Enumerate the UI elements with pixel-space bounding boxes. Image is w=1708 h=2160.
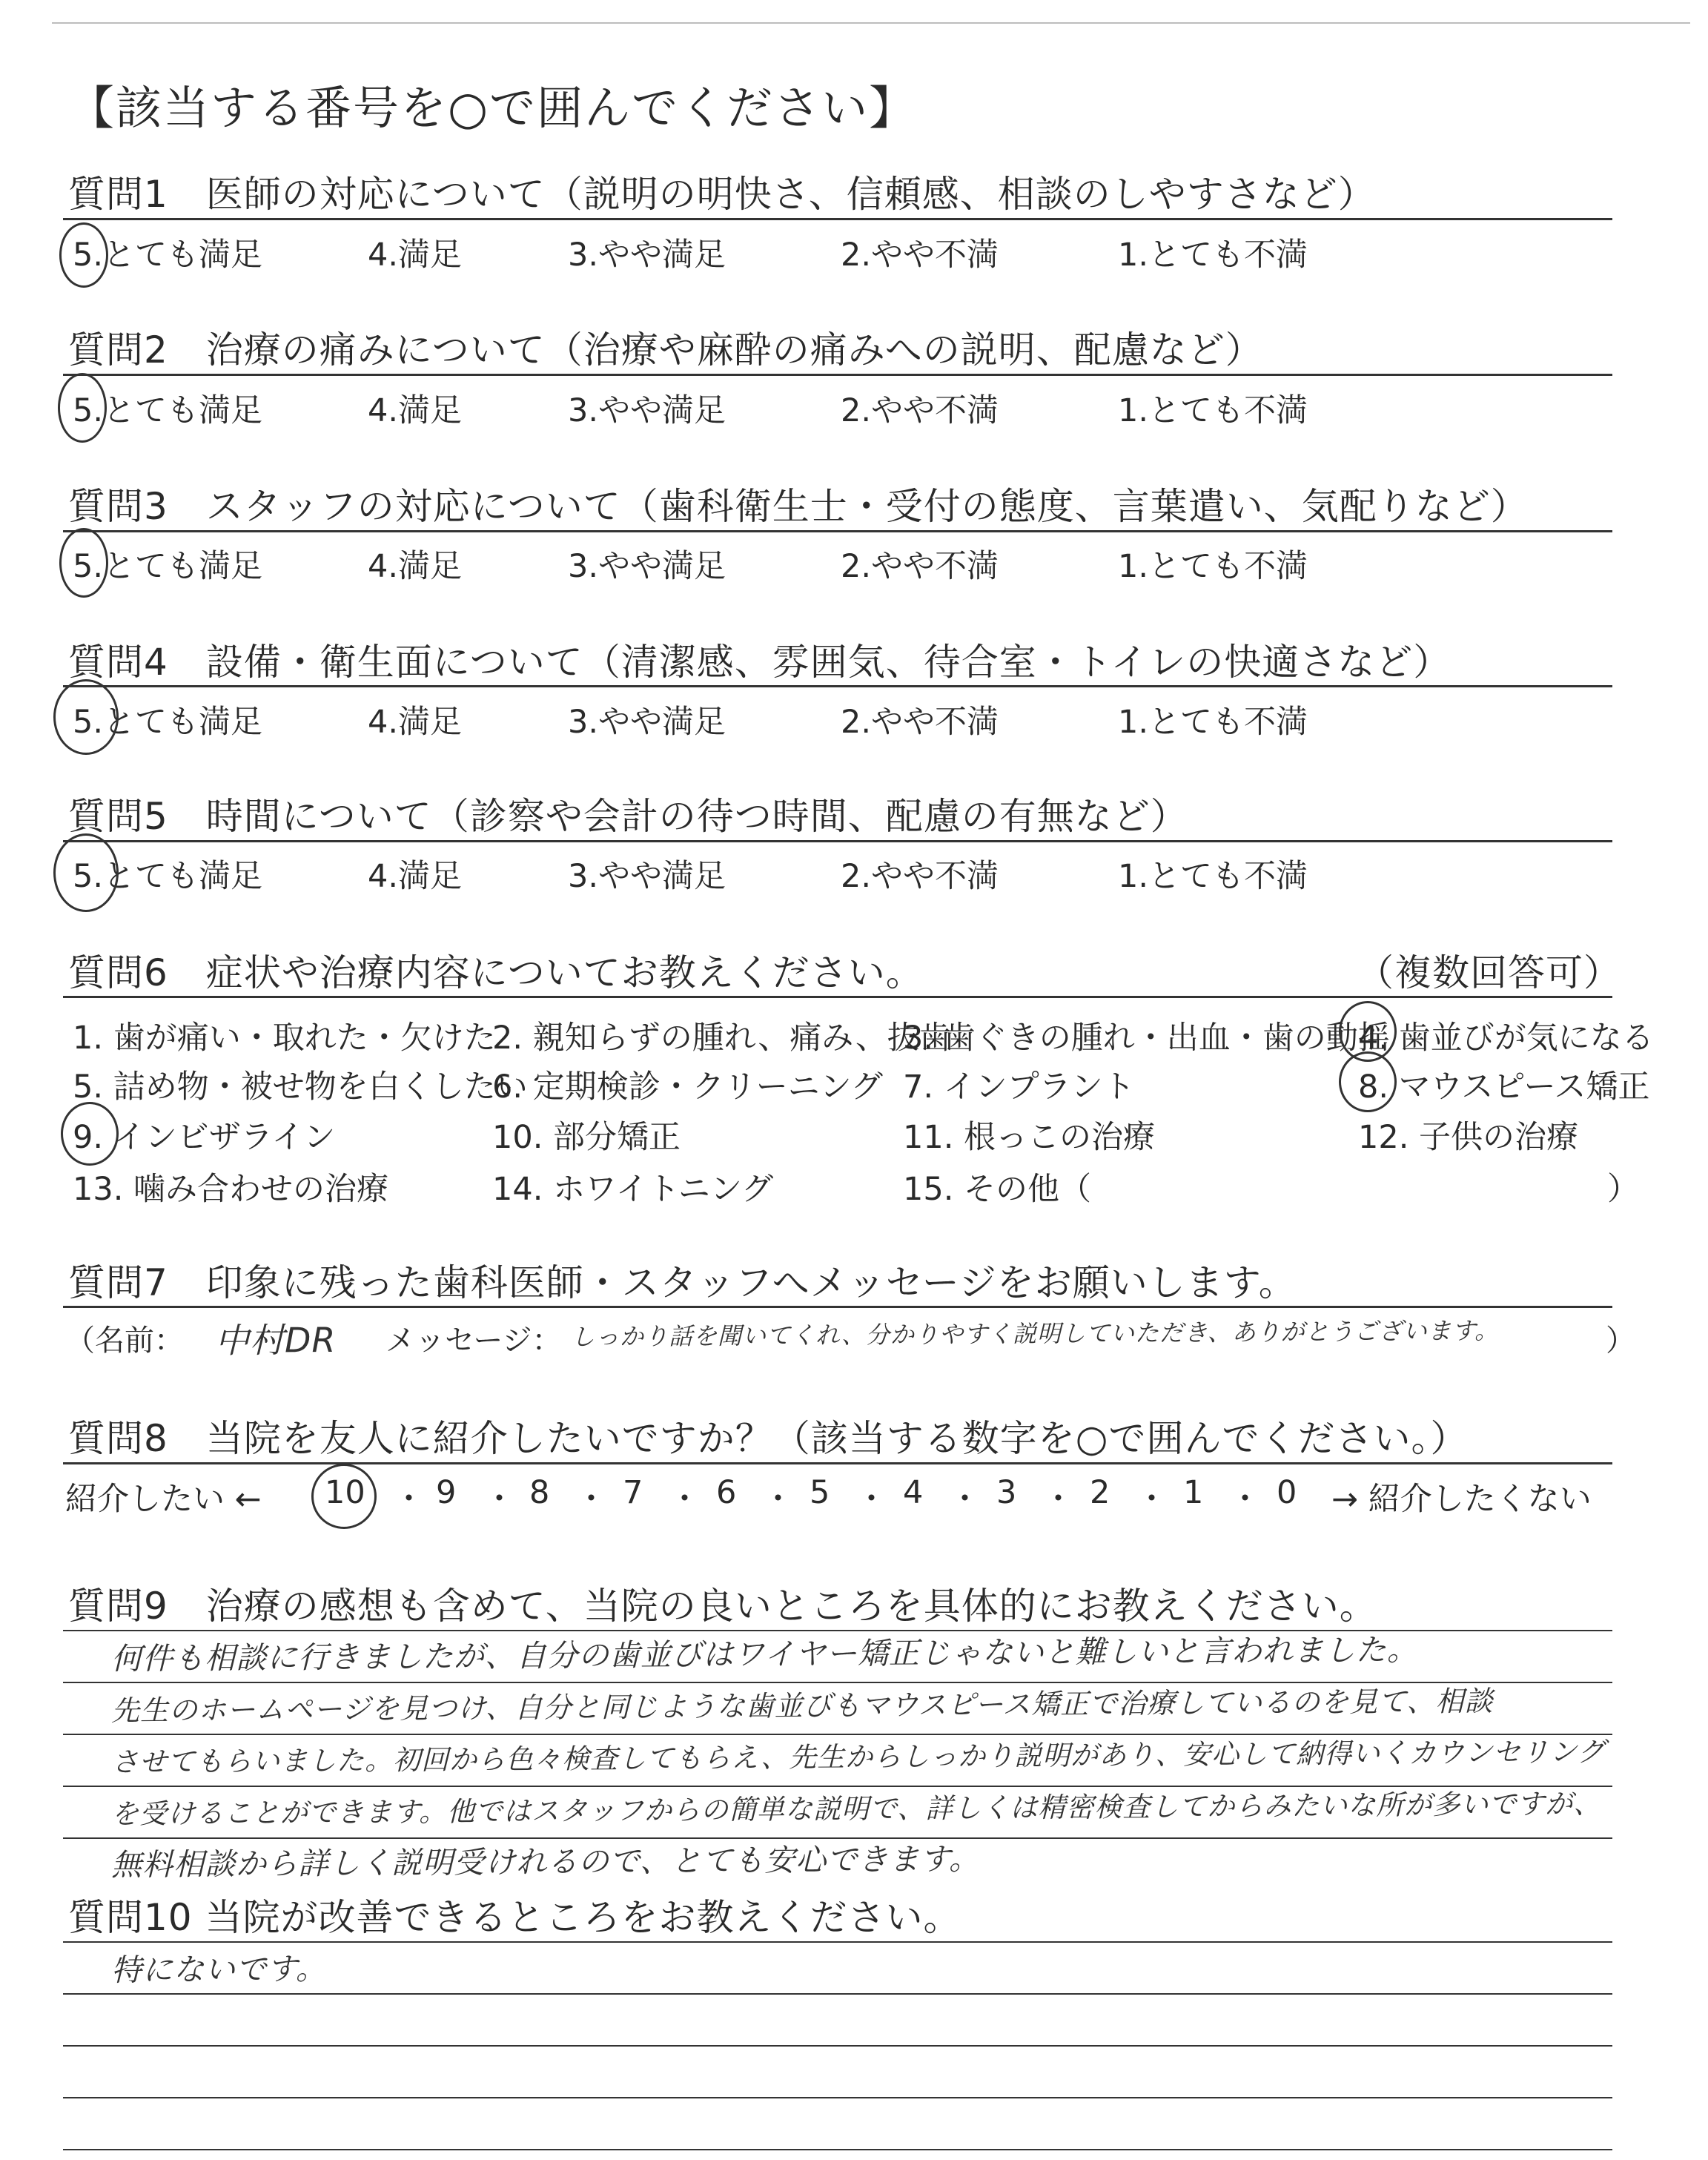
question-5-rule — [63, 840, 1612, 842]
q9-answer-line[interactable]: 何件も相談に行きましたが、自分の歯並びはワイヤー矯正じゃないと難しいと言われました。 — [110, 1631, 1418, 1677]
q9-answer-line[interactable]: 先生のホームページを見つけ、自分と同じような歯並びもマウスピース矯正で治療しているのを見て、相談 — [110, 1684, 1494, 1727]
q1-option-1[interactable]: 1.とても不満 — [1118, 237, 1308, 274]
question-8-heading: 質問8 当院を友人に紹介したいですか？（該当する数字を○で囲んでください。） — [68, 1417, 1469, 1460]
q5-option-1[interactable]: 1.とても不満 — [1118, 858, 1308, 895]
q6-option-6[interactable]: 6. 定期検診・クリーニング — [492, 1069, 883, 1106]
q3-option-4[interactable]: 4.満足 — [368, 548, 463, 585]
question-1-rule — [63, 218, 1612, 220]
page-title: 【該当する番号を○で囲んでください】 — [68, 81, 917, 135]
question-10-rule-4 — [63, 2097, 1612, 2098]
scale-dot: ・ — [949, 1481, 981, 1518]
scale-number-1[interactable]: 1 — [1183, 1474, 1204, 1511]
q3-option-5[interactable]: 5.とても満足 — [73, 548, 263, 585]
question-7-rule — [63, 1306, 1612, 1308]
q6-option-14[interactable]: 14. ホワイトニング — [492, 1171, 774, 1208]
q5-option-3[interactable]: 3.やや満足 — [568, 858, 726, 895]
q6-option-15-close: ） — [1607, 1171, 1639, 1208]
scale-dot: ・ — [575, 1481, 607, 1518]
question-7-heading: 質問7 印象に残った歯科医師・スタッフへメッセージをお願いします。 — [68, 1261, 1297, 1304]
q6-selection-circle-8 — [1339, 1051, 1397, 1112]
q6-option-3[interactable]: 3. 歯ぐきの腫れ・出血・歯の動揺 — [903, 1020, 1390, 1057]
q9-answer-line[interactable]: させてもらいました。初回から色々検査してもらえ、先生からしっかり説明があり、安心して納得いくカウンセリング — [110, 1735, 1606, 1778]
q3-option-1[interactable]: 1.とても不満 — [1118, 548, 1308, 585]
q6-option-10[interactable]: 10. 部分矯正 — [492, 1119, 681, 1156]
q6-option-5[interactable]: 5. 詰め物・被せ物を白くしたい — [73, 1069, 528, 1106]
q1-selection-circle — [59, 222, 108, 288]
q6-option-11[interactable]: 11. 根っこの治療 — [903, 1119, 1156, 1156]
question-3-rule — [63, 530, 1612, 532]
q6-option-12[interactable]: 12. 子供の治療 — [1358, 1119, 1579, 1156]
q6-option-1[interactable]: 1. 歯が痛い・取れた・欠けた — [73, 1020, 496, 1057]
scale-right-label: → 紹介したくない — [1331, 1481, 1592, 1518]
q6-option-15[interactable]: 15. その他（ — [903, 1171, 1092, 1208]
question-5-heading: 質問5 時間について（診察や会計の待つ時間、配慮の有無など） — [68, 795, 1188, 838]
scale-number-6[interactable]: 6 — [716, 1474, 737, 1511]
q4-selection-circle — [53, 679, 119, 755]
question-2-heading: 質問2 治療の痛みについて（治療や麻酔の痛みへの説明、配慮など） — [68, 328, 1263, 371]
scale-selection-circle — [311, 1464, 377, 1529]
q5-selection-circle — [53, 833, 119, 912]
q7-close: ） — [1606, 1324, 1635, 1358]
question-6-note: （複数回答可） — [1357, 951, 1621, 994]
q2-option-1[interactable]: 1.とても不満 — [1118, 392, 1308, 429]
q2-option-2[interactable]: 2.やや不満 — [841, 392, 999, 429]
q2-option-4[interactable]: 4.満足 — [368, 392, 463, 429]
scale-dot: ・ — [483, 1481, 515, 1518]
question-8-rule — [63, 1462, 1612, 1464]
q2-selection-circle — [58, 373, 107, 443]
q9-answer-line[interactable]: を受けることができます。他ではスタッフからの簡単な説明で、詳しくは精密検査してからみたいな所が多いですが、 — [110, 1787, 1602, 1830]
q3-selection-circle — [59, 528, 108, 598]
q6-option-8[interactable]: 8. マウスピース矯正 — [1358, 1069, 1650, 1106]
q10-answer-line[interactable]: 特にないです。 — [110, 1950, 327, 1988]
scale-number-5[interactable]: 5 — [810, 1474, 830, 1511]
q1-option-5[interactable]: 5.とても満足 — [73, 237, 263, 274]
q5-option-4[interactable]: 4.満足 — [368, 858, 463, 895]
scale-number-2[interactable]: 2 — [1090, 1474, 1110, 1511]
question-10-rule-2 — [63, 1993, 1612, 1995]
q1-option-2[interactable]: 2.やや不満 — [841, 237, 999, 274]
q6-option-4[interactable]: 4. 歯並びが気になる — [1358, 1020, 1654, 1057]
question-3-heading: 質問3 スタッフの対応について（歯科衛生士・受付の態度、言葉遣い、気配りなど） — [68, 485, 1529, 528]
q2-option-5[interactable]: 5.とても満足 — [73, 392, 263, 429]
scale-number-8[interactable]: 8 — [529, 1474, 550, 1511]
scale-dot: ・ — [1042, 1481, 1074, 1518]
scale-number-7[interactable]: 7 — [623, 1474, 643, 1511]
q2-option-3[interactable]: 3.やや満足 — [568, 392, 726, 429]
q5-option-5[interactable]: 5.とても満足 — [73, 858, 263, 895]
q9-answer-line[interactable]: 無料相談から詳しく説明受けれるので、とても安心できます。 — [110, 1840, 981, 1883]
scale-number-10[interactable]: 10 — [325, 1474, 365, 1511]
question-1-heading: 質問1 医師の対応について（説明の明快さ、信頼感、相談のしやすさなど） — [68, 173, 1376, 216]
scale-dot: ・ — [762, 1481, 794, 1518]
q1-option-4[interactable]: 4.満足 — [368, 237, 463, 274]
question-10-rule-5 — [63, 2149, 1612, 2150]
q6-option-7[interactable]: 7. インプラント — [903, 1069, 1135, 1106]
q4-option-1[interactable]: 1.とても不満 — [1118, 704, 1308, 741]
q6-option-9[interactable]: 9. インビザライン — [73, 1119, 336, 1156]
q7-message-label: メッセージ： — [385, 1324, 562, 1358]
q4-option-4[interactable]: 4.満足 — [368, 704, 463, 741]
question-6-heading: 質問6 症状や治療内容についてお教えください。 — [68, 951, 924, 994]
question-10-rule-3 — [63, 2045, 1612, 2047]
q6-option-2[interactable]: 2. 親知らずの腫れ、痛み、抜歯 — [492, 1020, 951, 1057]
scale-left-label: 紹介したい ← — [65, 1481, 262, 1518]
q5-option-2[interactable]: 2.やや不満 — [841, 858, 999, 895]
scale-number-4[interactable]: 4 — [903, 1474, 924, 1511]
q4-option-2[interactable]: 2.やや不満 — [841, 704, 999, 741]
scale-number-0[interactable]: 0 — [1277, 1474, 1297, 1511]
q3-option-3[interactable]: 3.やや満足 — [568, 548, 726, 585]
q4-option-3[interactable]: 3.やや満足 — [568, 704, 726, 741]
q3-option-2[interactable]: 2.やや不満 — [841, 548, 999, 585]
q7-name-value[interactable]: 中村DR — [214, 1319, 337, 1361]
q6-option-13[interactable]: 13. 噛み合わせの治療 — [73, 1171, 389, 1208]
top-rule — [52, 22, 1690, 24]
question-10-rule-1 — [63, 1941, 1612, 1943]
q6-selection-circle-9 — [61, 1102, 119, 1166]
q4-option-5[interactable]: 5.とても満足 — [73, 704, 263, 741]
q1-option-3[interactable]: 3.やや満足 — [568, 237, 726, 274]
scale-dot: ・ — [855, 1481, 887, 1518]
scale-dot: ・ — [393, 1481, 425, 1518]
scale-number-3[interactable]: 3 — [996, 1474, 1017, 1511]
scale-number-9[interactable]: 9 — [436, 1474, 457, 1511]
question-9-heading: 質問9 治療の感想も含めて、当院の良いところを具体的にお教えください。 — [68, 1585, 1377, 1628]
q7-message-value[interactable]: しっかり話を聞いてくれ、分かりやすく説明していただき、ありがとうございます。 — [570, 1316, 1500, 1351]
question-4-rule — [63, 685, 1612, 687]
question-2-rule — [63, 374, 1612, 376]
question-10-heading: 質問10 当院が改善できるところをお教えください。 — [68, 1896, 961, 1939]
scale-dot: ・ — [1136, 1481, 1168, 1518]
q7-name-label: （名前： — [65, 1324, 184, 1358]
scale-dot: ・ — [1229, 1481, 1261, 1518]
question-4-heading: 質問4 設備・衛生面について（清潔感、雰囲気、待合室・トイレの快適さなど） — [68, 641, 1452, 684]
question-6-rule — [63, 996, 1612, 998]
scale-dot: ・ — [669, 1481, 701, 1518]
